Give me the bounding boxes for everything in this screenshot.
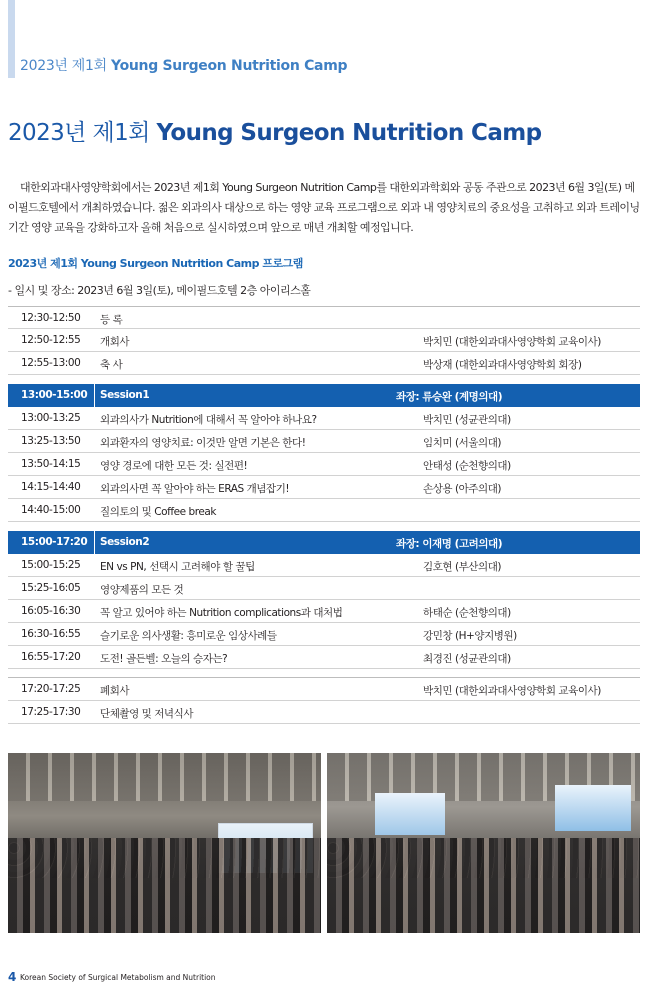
row-time: 12:50-12:55 [21, 334, 81, 346]
row-program: 꼭 알고 있어야 하는 Nutrition complications과 대처법 [100, 607, 343, 619]
schedule-row [8, 329, 640, 352]
row-speaker: 손상용 (아주의대) [423, 483, 502, 495]
session-title: Session1 [100, 389, 150, 401]
photo-group [327, 838, 640, 933]
row-speaker: 임치미 (서울의대) [423, 437, 502, 449]
schedule-row [8, 577, 640, 600]
group-photo [327, 753, 640, 933]
row-time: 13:25-13:50 [21, 435, 81, 447]
session-chair: 좌장: 류승완 (계명의대) [396, 391, 503, 403]
schedule-row [8, 646, 640, 669]
schedule-row [8, 554, 640, 577]
schedule-row [8, 678, 640, 701]
row-time: 15:00-15:25 [21, 559, 81, 571]
photo-ceiling [8, 753, 321, 801]
program-heading: 2023년 제1회 Young Surgeon Nutrition Camp 프로그램 [8, 257, 303, 270]
row-time: 13:00-13:25 [21, 412, 81, 424]
photo-audience [8, 838, 321, 933]
row-program: 외과의사면 꼭 알아야 하는 ERAS 개념잡기! [100, 483, 290, 495]
row-speaker: 최경진 (성균관의대) [423, 653, 511, 665]
row-gap [8, 522, 640, 531]
schedule-row [8, 453, 640, 476]
photo-screen [555, 785, 631, 831]
row-time: 16:05-16:30 [21, 605, 81, 617]
schedule-row [8, 306, 640, 329]
schedule-row [8, 430, 640, 453]
footer-society: Korean Society of Surgical Metabolism and Nutrition [20, 973, 216, 982]
schedule-row [8, 701, 640, 724]
session-time: 13:00-15:00 [21, 389, 88, 401]
schedule-table [8, 306, 640, 724]
session-time: 15:00-17:20 [21, 536, 88, 548]
intro-paragraph: 대한외과대사영양학회에서는 2023년 제1회 Young Surgeon Nutrition Camp를 대한외과학회와 공동 주관으로 2023년 6월 3일(토) 메이필드호텔에서 개최하였습니다. 젊은 외과의사 대상으로 하는 영양 교육 프로그램으로 외과 내 영양치료의 중요성을 고취하고 외과 트레이닝 기간 영양 교육을 강화하고자 올해 처음으로 실시하였으며 앞으로 매년 개최할 예정입니다. [8, 181, 640, 234]
row-time: 17:20-17:25 [21, 683, 81, 695]
row-time: 13:50-14:15 [21, 458, 81, 470]
row-time: 12:30-12:50 [21, 312, 81, 324]
row-program: 개회사 [100, 336, 130, 348]
row-speaker: 김호현 (부산의대) [423, 561, 502, 573]
schedule-row [8, 476, 640, 499]
row-program: EN vs PN, 선택시 고려해야 할 꿀팁 [100, 561, 255, 573]
column-divider [94, 531, 95, 554]
row-program: 축 사 [100, 359, 123, 371]
schedule-row [8, 623, 640, 646]
date-place-line: - 일시 및 장소: 2023년 6월 3일(토), 메이필드호텔 2층 아이리스홀 [8, 284, 311, 297]
row-program: 도전! 골든벨: 오늘의 승자는? [100, 653, 228, 665]
row-program: 슬기로운 의사생활: 흥미로운 임상사례들 [100, 630, 277, 642]
row-time: 16:55-17:20 [21, 651, 81, 663]
session-title: Session2 [100, 536, 150, 548]
row-speaker: 안태성 (순천향의대) [423, 460, 511, 472]
row-time: 14:15-14:40 [21, 481, 81, 493]
row-program: 영양 경로에 대한 모든 것: 실전편! [100, 460, 248, 472]
schedule-row [8, 352, 640, 375]
row-speaker: 박상재 (대한외과대사영양학회 회장) [423, 359, 582, 371]
session2-header [8, 531, 640, 554]
row-program: 외과의사가 Nutrition에 대해서 꼭 알아야 하나요? [100, 414, 317, 426]
row-program: 단체촬영 및 저녁식사 [100, 708, 194, 720]
row-speaker: 박치민 (대한외과대사영양학회 교육이사) [423, 336, 601, 348]
row-time: 17:25-17:30 [21, 706, 81, 718]
row-program: 폐회사 [100, 685, 130, 697]
row-speaker: 박치민 (대한외과대사영양학회 교육이사) [423, 685, 601, 697]
row-time: 16:30-16:55 [21, 628, 81, 640]
row-gap [8, 375, 640, 384]
page-number: 4 [8, 970, 17, 984]
session1-header [8, 384, 640, 407]
row-program: 등 록 [100, 314, 123, 326]
row-gap [8, 669, 640, 678]
header-accent-bar [8, 0, 15, 78]
row-speaker: 박치민 (성균관의대) [423, 414, 511, 426]
row-time: 12:55-13:00 [21, 357, 81, 369]
schedule-row [8, 407, 640, 430]
session-chair: 좌장: 이재명 (고려의대) [396, 538, 503, 550]
header-tag: 2023년 제1회 Young Surgeon Nutrition Camp [20, 58, 348, 74]
row-program: 질의토의 및 Coffee break [100, 506, 216, 518]
schedule-row [8, 600, 640, 623]
photo-screen [375, 793, 445, 835]
schedule-row [8, 499, 640, 522]
row-program: 외과환자의 영양치료: 이것만 알면 기본은 한다! [100, 437, 306, 449]
row-speaker: 강민창 (H+양지병원) [423, 630, 517, 642]
row-program: 영양제품의 모든 것 [100, 584, 184, 596]
column-divider [94, 384, 95, 407]
row-time: 15:25-16:05 [21, 582, 81, 594]
lecture-hall-photo [8, 753, 321, 933]
row-time: 14:40-15:00 [21, 504, 81, 516]
page-title: 2023년 제1회 Young Surgeon Nutrition Camp [8, 120, 542, 146]
row-speaker: 하태순 (순천향의대) [423, 607, 511, 619]
